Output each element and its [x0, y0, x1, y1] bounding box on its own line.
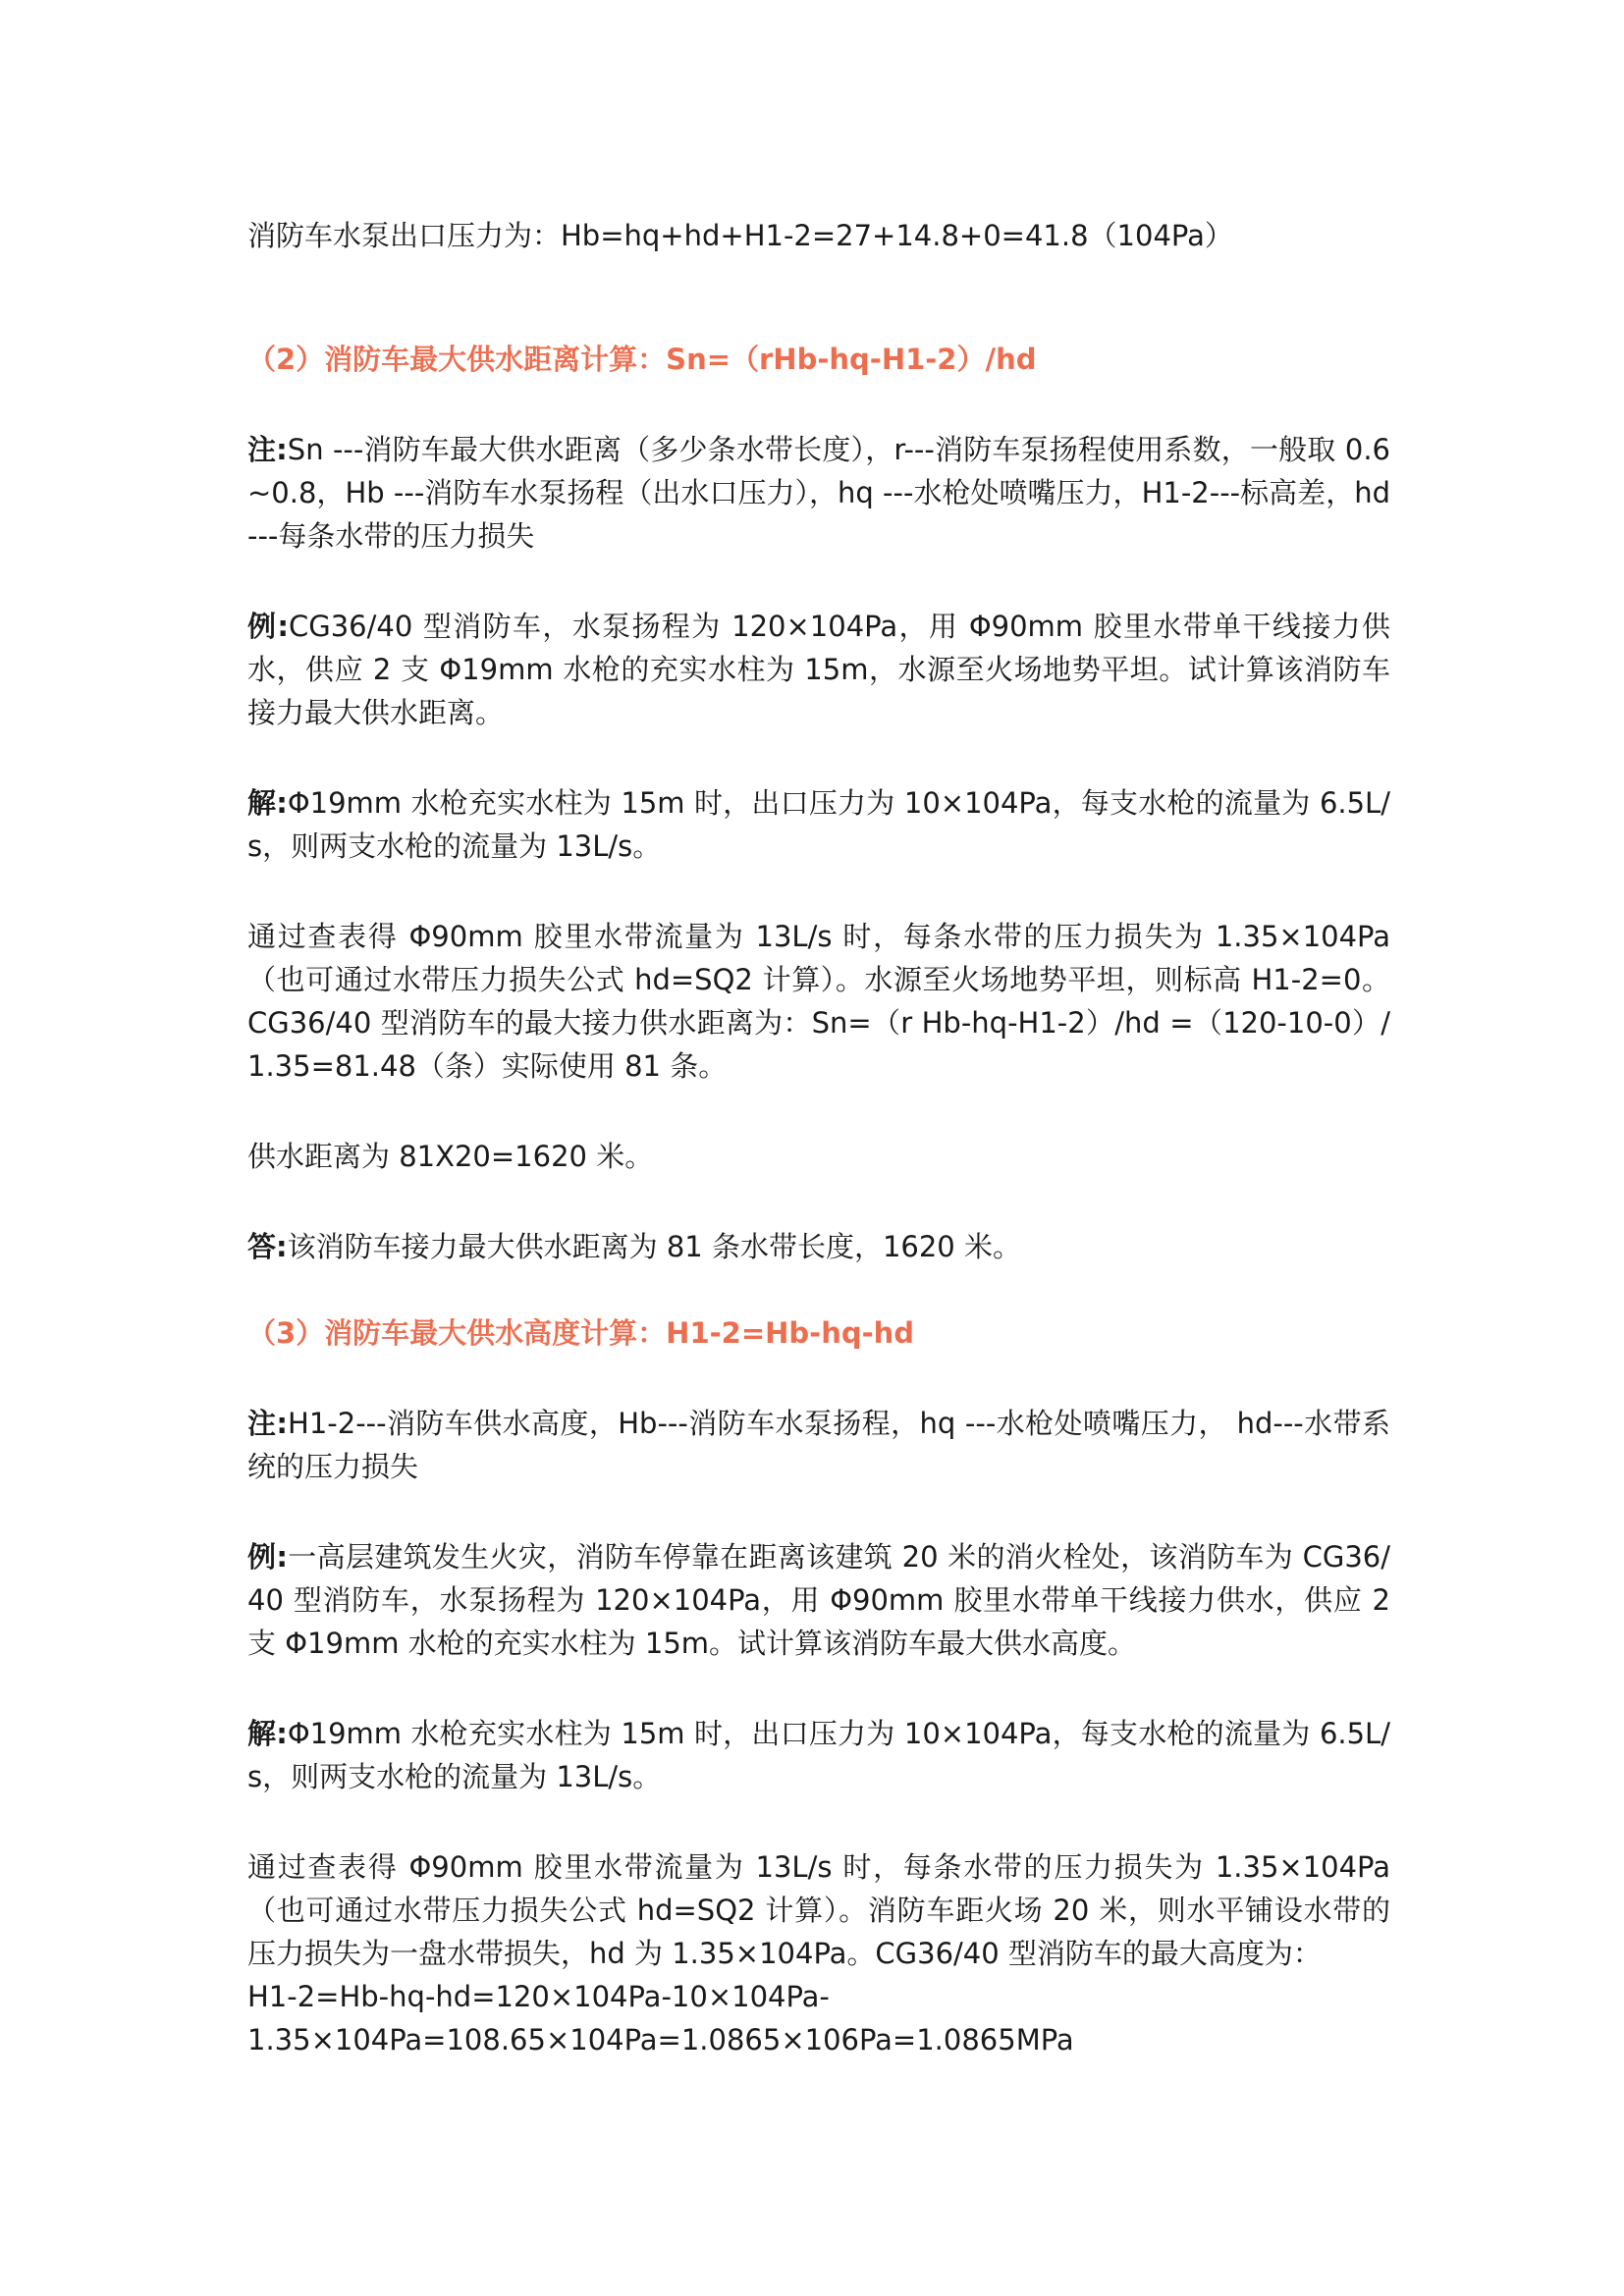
section-2-note [247, 428, 1390, 558]
example-label: 例: [247, 1540, 288, 1574]
section-2-heading: （2）消防车最大供水距离计算：Sn=（rHb-hq-H1-2）/hd [247, 343, 1037, 376]
section-3-solution [247, 1712, 1390, 1798]
solution-label: 解: [247, 1717, 288, 1750]
solution-label: 解: [247, 786, 288, 820]
section-3-formula-line-1: H1-2=Hb-hq-hd=120×104Pa-10×104Pa- [247, 1980, 830, 2013]
document-page [247, 214, 1390, 2061]
answer-label: 答: [247, 1230, 288, 1263]
example-text: 一高层建筑发生火灾，消防车停靠在距离该建筑 20 米的消火栓处，该消防车为 CG36/40 型消防车，水泵扬程为 120×104Pa，用 Φ90mm 胶里水带单干线接力供水，供应 2 支 Φ19mm 水枪的充实水柱为 15m。试计算该消防车最大供水高度。 [247, 1540, 1390, 1660]
solution-text: Φ19mm 水枪充实水柱为 15m 时，出口压力为 10×104Pa，每支水枪的流量为 6.5L/s，则两支水枪的流量为 13L/s。 [247, 786, 1390, 863]
example-label: 例: [247, 610, 289, 643]
solution-text: Φ19mm 水枪充实水柱为 15m 时，出口压力为 10×104Pa，每支水枪的流量为 6.5L/s，则两支水枪的流量为 13L/s。 [247, 1717, 1390, 1793]
note-label: 注: [247, 433, 288, 466]
section-3-calculation: 通过查表得 Φ90mm 胶里水带流量为 13L/s 时，每条水带的压力损失为 1.35×104Pa（也可通过水带压力损失公式 hd=SQ2 计算）。消防车距火场 20 米，则水平铺设水带的压力损失为一盘水带损失，hd 为 1.35×104Pa。CG36/40 型消防车的最大高度为： [247, 1850, 1390, 1970]
answer-text: 该消防车接力最大供水距离为 81 条水带长度，1620 米。 [287, 1230, 1021, 1263]
section-3-formula-line-2: 1.35×104Pa=108.65×104Pa=1.0865×106Pa=1.0865MPa [247, 2023, 1074, 2056]
section-2-calculation: 通过查表得 Φ90mm 胶里水带流量为 13L/s 时，每条水带的压力损失为 1.35×104Pa（也可通过水带压力损失公式 hd=SQ2 计算）。水源至火场地势平坦，则标高 H1-2=0。CG36/40 型消防车的最大接力供水距离为：Sn=（r Hb-hq-H1-2）/hd =（120-10-0）/1.35=81.48（条）实际使用 81 条。 [247, 920, 1390, 1083]
section-3-note [247, 1402, 1390, 1488]
section-2-distance: 供水距离为 81X20=1620 米。 [247, 1140, 654, 1173]
section-2-answer [247, 1225, 1390, 1268]
section-3-heading: （3）消防车最大供水高度计算：H1-2=Hb-hq-hd [247, 1316, 915, 1350]
section-3-example [247, 1535, 1390, 1665]
note-text: Sn ---消防车最大供水距离（多少条水带长度），r---消防车泵扬程使用系数，一般取 0.6~0.8，Hb ---消防车水泵扬程（出水口压力），hq ---水枪处喷嘴压力，H1-2---标高差，hd---每条水带的压力损失 [247, 433, 1390, 553]
example-text: CG36/40 型消防车，水泵扬程为 120×104Pa，用 Φ90mm 胶里水带单干线接力供水，供应 2 支 Φ19mm 水枪的充实水柱为 15m，水源至火场地势平坦。试计算该消防车接力最大供水距离。 [247, 610, 1390, 729]
pump-outlet-pressure-line: 消防车水泵出口压力为：Hb=hq+hd+H1-2=27+14.8+0=41.8（104Pa） [247, 219, 1233, 252]
note-text: H1-2---消防车供水高度，Hb---消防车水泵扬程，hq ---水枪处喷嘴压力， hd---水带系统的压力损失 [247, 1407, 1390, 1483]
section-2-solution [247, 781, 1390, 868]
section-2-example [247, 605, 1390, 734]
note-label: 注: [247, 1407, 289, 1440]
